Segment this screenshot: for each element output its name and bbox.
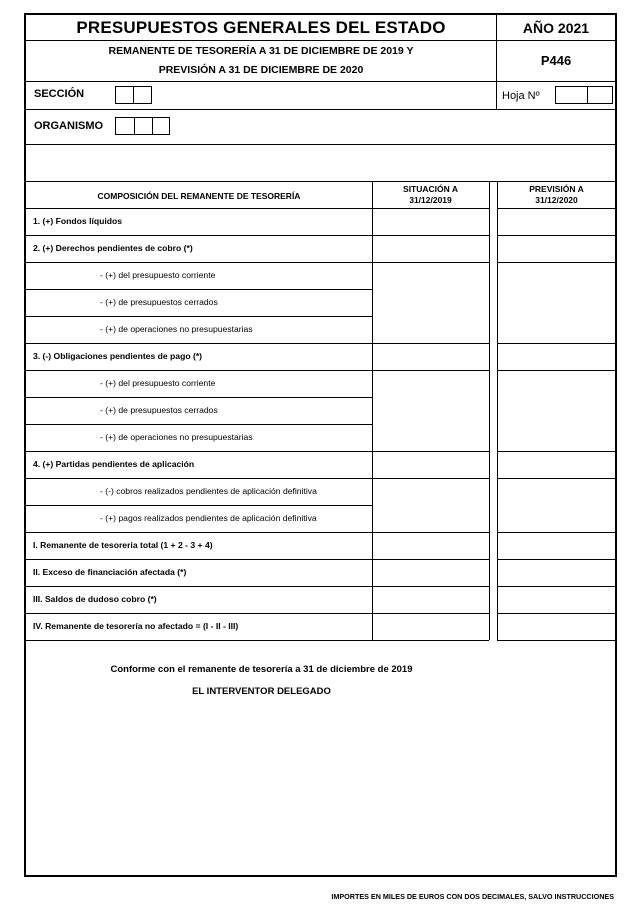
row-label: - (+) de presupuestos cerrados [100, 297, 218, 307]
prevision-cell[interactable] [498, 560, 615, 585]
situacion-cell[interactable] [373, 614, 488, 639]
situacion-cell[interactable] [373, 533, 488, 558]
row-label: - (+) de operaciones no presupuestarias [100, 432, 253, 442]
situacion-cell[interactable] [373, 452, 488, 477]
seccion-input[interactable] [115, 86, 152, 104]
row-label: 1. (+) Fondos líquidos [33, 216, 123, 226]
prevision-cell[interactable] [498, 209, 615, 234]
row-label: I. Remanente de tesorería total (1 + 2 - 3 + 4) [33, 540, 213, 550]
row-label: - (-) cobros realizados pendientes de aplicación definitiva [100, 486, 317, 496]
prevision-cell[interactable] [498, 290, 615, 315]
situacion-cell[interactable] [373, 506, 488, 531]
situacion-cell[interactable] [373, 398, 488, 423]
situacion-cell[interactable] [373, 425, 488, 450]
row-label: - (+) de operaciones no presupuestarias [100, 324, 253, 334]
situacion-cell[interactable] [373, 317, 488, 342]
prevision-cell[interactable] [498, 479, 615, 504]
form-subtitle-line2: PREVISIÓN A 31 DE DICIEMBRE DE 2020 [158, 64, 364, 76]
row-label: III. Saldos de dudoso cobro (*) [33, 594, 157, 604]
prevision-cell[interactable] [498, 614, 615, 639]
organismo-input[interactable] [115, 117, 170, 135]
prevision-cell[interactable] [498, 506, 615, 531]
form-code: P446 [540, 53, 572, 68]
row-label: IV. Remanente de tesorería no afectado = (I - II - III) [33, 621, 239, 631]
hoja-input[interactable] [555, 86, 613, 104]
situacion-cell[interactable] [373, 344, 488, 369]
seccion-label: SECCIÓN [34, 88, 85, 100]
situacion-cell[interactable] [373, 209, 488, 234]
conforme-text: Conforme con el remanente de tesorería a 31 de diciembre de 2019 [110, 664, 413, 675]
form-year: AÑO 2021 [522, 20, 590, 36]
situacion-cell[interactable] [373, 371, 488, 396]
row-label: - (+) del presupuesto corriente [100, 378, 216, 388]
row-label: - (+) del presupuesto corriente [100, 270, 216, 280]
prevision-cell[interactable] [498, 263, 615, 288]
prevision-cell[interactable] [498, 398, 615, 423]
table-header-prevision: PREVISIÓN A 31/12/2020 [529, 184, 584, 205]
situacion-cell[interactable] [373, 263, 488, 288]
row-label: 3. (-) Obligaciones pendientes de pago (*) [33, 351, 203, 361]
prevision-cell[interactable] [498, 344, 615, 369]
form-title: PRESUPUESTOS GENERALES DEL ESTADO [76, 18, 446, 37]
prevision-cell[interactable] [498, 317, 615, 342]
situacion-cell[interactable] [373, 560, 488, 585]
row-label: - (+) de presupuestos cerrados [100, 405, 218, 415]
prevision-cell[interactable] [498, 452, 615, 477]
prevision-cell[interactable] [498, 371, 615, 396]
prevision-cell[interactable] [498, 236, 615, 261]
row-label: II. Exceso de financiación afectada (*) [33, 567, 187, 577]
amounts-note: IMPORTES EN MILES DE EUROS CON DOS DECIMALES, SALVO INSTRUCCIONES [331, 892, 614, 901]
prevision-cell[interactable] [498, 533, 615, 558]
prevision-cell[interactable] [498, 425, 615, 450]
prevision-cell[interactable] [498, 587, 615, 612]
organismo-label: ORGANISMO [34, 120, 104, 132]
situacion-cell[interactable] [373, 479, 488, 504]
situacion-cell[interactable] [373, 290, 488, 315]
situacion-cell[interactable] [373, 587, 488, 612]
table-header-concept: COMPOSICIÓN DEL REMANENTE DE TESORERÍA [97, 191, 301, 201]
form-subtitle-line1: REMANENTE DE TESORERÍA A 31 DE DICIEMBRE DE 2019 Y [108, 45, 414, 57]
row-label: 4. (+) Partidas pendientes de aplicación [33, 459, 195, 469]
interventor-text: EL INTERVENTOR DELEGADO [192, 686, 331, 697]
row-label: - (+) pagos realizados pendientes de aplicación definitiva [100, 513, 317, 523]
hoja-label: Hoja Nº [502, 90, 540, 102]
situacion-cell[interactable] [373, 236, 488, 261]
table-header-situacion: SITUACIÓN A 31/12/2019 [403, 184, 458, 205]
row-label: 2. (+) Derechos pendientes de cobro (*) [33, 243, 193, 253]
